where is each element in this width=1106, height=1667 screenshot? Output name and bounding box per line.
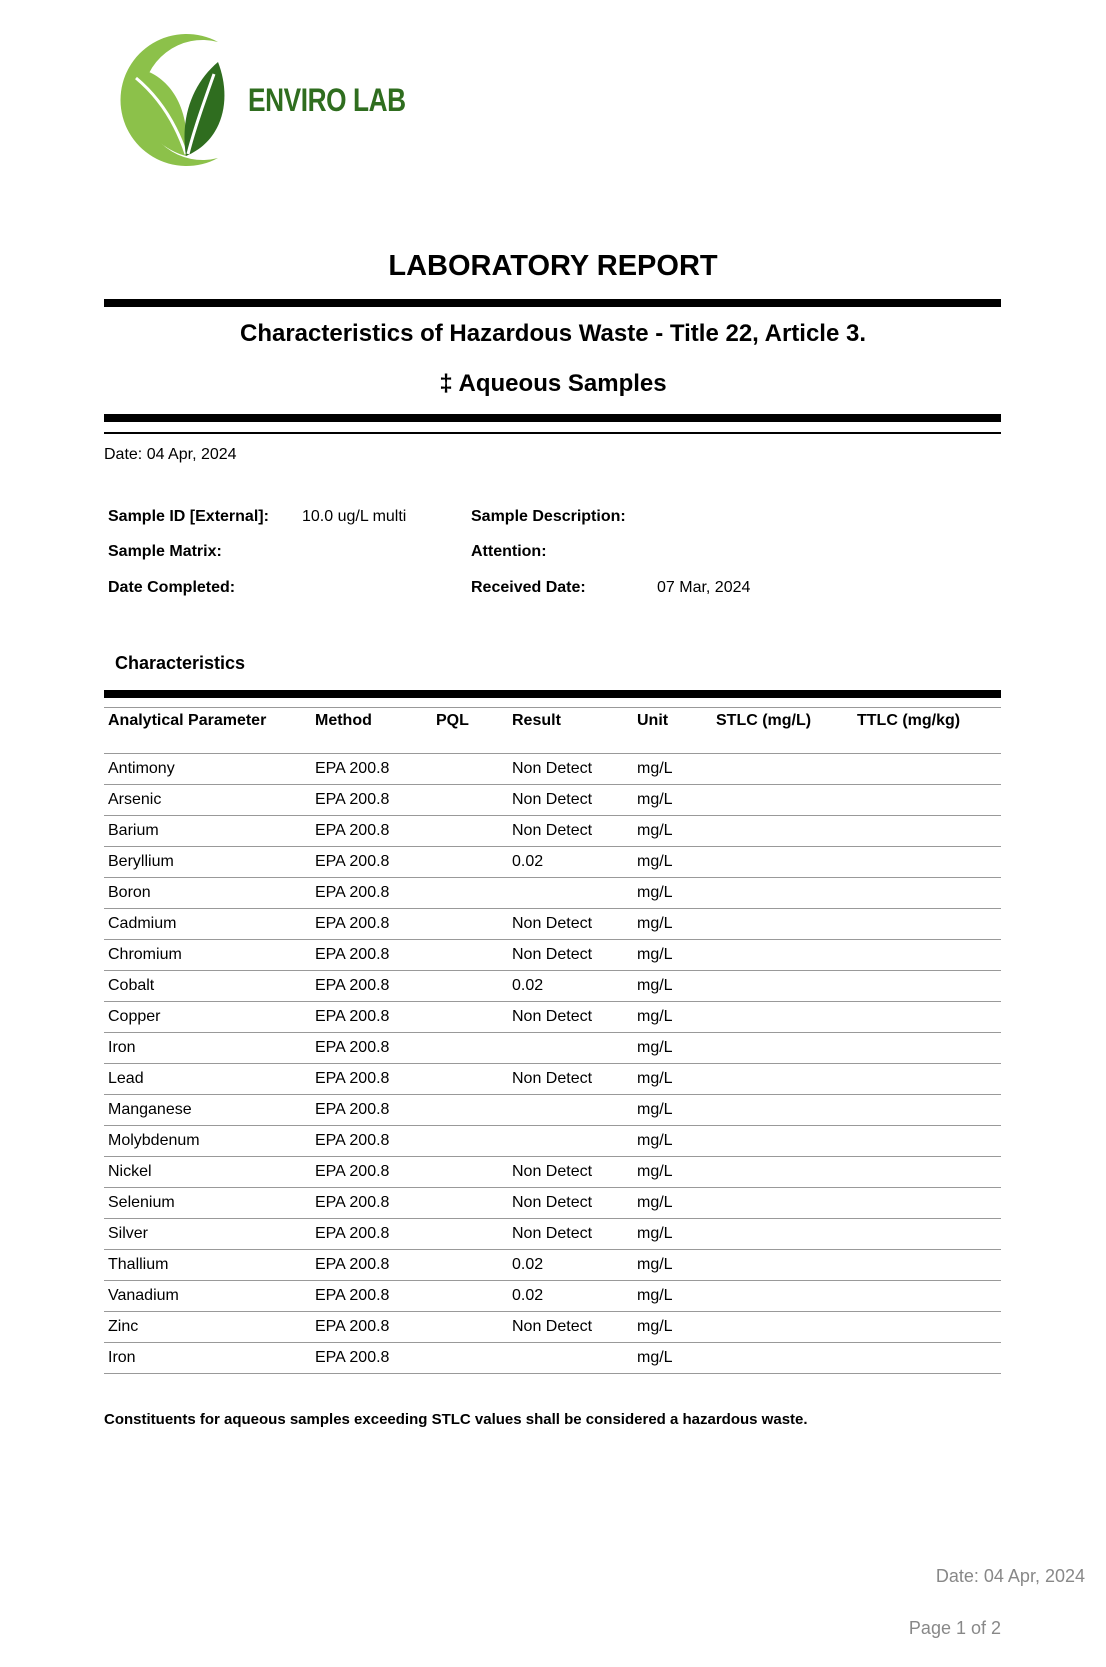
ttlc-cell [853,1343,1001,1374]
unit-cell: mg/L [633,1157,712,1188]
method-cell: EPA 200.8 [311,1002,432,1033]
stlc-cell [712,878,853,909]
unit-cell: mg/L [633,1126,712,1157]
parameter-cell: Vanadium [104,1281,311,1312]
stlc-cell [712,1188,853,1219]
table-row [104,940,1001,971]
pql-cell [432,785,508,816]
stlc-cell [712,1064,853,1095]
unit-cell: mg/L [633,1002,712,1033]
column-header: Result [508,708,633,754]
parameter-cell: Antimony [104,754,311,785]
method-cell: EPA 200.8 [311,1281,432,1312]
ttlc-cell [853,1095,1001,1126]
result-cell: Non Detect [508,816,633,847]
result-cell: Non Detect [508,785,633,816]
stlc-cell [712,816,853,847]
stlc-cell [712,1343,853,1374]
pql-cell [432,940,508,971]
stlc-cell [712,1157,853,1188]
unit-cell: mg/L [633,1064,712,1095]
pql-cell [432,878,508,909]
method-cell: EPA 200.8 [311,785,432,816]
table-row [104,1157,1001,1188]
subtitle-divider-thin [104,432,1001,434]
result-cell: 0.02 [508,847,633,878]
stlc-cell [712,971,853,1002]
pql-cell [432,847,508,878]
result-cell [508,1126,633,1157]
results-body [104,754,1001,1374]
pql-cell [432,971,508,1002]
footer-date: Date: 04 Apr, 2024 [935,1566,1085,1586]
report-subtitle: Characteristics of Hazardous Waste - Title 22, Article 3. [240,320,866,347]
pql-cell [432,1157,508,1188]
pql-cell [432,1188,508,1219]
table-row [104,971,1001,1002]
unit-cell: mg/L [633,1033,712,1064]
parameter-cell: Chromium [104,940,311,971]
unit-cell: mg/L [633,754,712,785]
unit-cell: mg/L [633,878,712,909]
method-cell: EPA 200.8 [311,878,432,909]
method-cell: EPA 200.8 [311,1250,432,1281]
method-cell: EPA 200.8 [311,1064,432,1095]
stlc-cell [712,1002,853,1033]
table-row [104,785,1001,816]
table-row [104,878,1001,909]
table-row [104,1343,1001,1374]
stlc-cell [712,1126,853,1157]
unit-cell: mg/L [633,940,712,971]
stlc-cell [712,1095,853,1126]
result-cell [508,1033,633,1064]
result-cell: 0.02 [508,1250,633,1281]
stlc-cell [712,1250,853,1281]
column-header: TTLC (mg/kg) [853,708,1001,754]
received-date-label: Received Date: [471,579,586,596]
column-header: Method [311,708,432,754]
result-cell: 0.02 [508,971,633,1002]
ttlc-cell [853,1188,1001,1219]
table-row [104,1126,1001,1157]
unit-cell: mg/L [633,1219,712,1250]
ttlc-cell [853,878,1001,909]
unit-cell: mg/L [633,1312,712,1343]
parameter-cell: Cadmium [104,909,311,940]
table-row [104,754,1001,785]
pql-cell [432,1312,508,1343]
unit-cell: mg/L [633,847,712,878]
unit-cell: mg/L [633,1188,712,1219]
result-cell: Non Detect [508,1002,633,1033]
ttlc-cell [853,1219,1001,1250]
unit-cell: mg/L [633,971,712,1002]
parameter-cell: Iron [104,1343,311,1374]
table-row [104,1095,1001,1126]
parameter-cell: Beryllium [104,847,311,878]
result-cell: Non Detect [508,1312,633,1343]
sample-type-heading: ‡ Aqueous Samples [439,370,667,397]
ttlc-cell [853,847,1001,878]
method-cell: EPA 200.8 [311,1219,432,1250]
column-header: STLC (mg/L) [712,708,853,754]
characteristics-title: Characteristics [115,653,246,673]
table-row [104,1312,1001,1343]
report-date: Date: 04 Apr, 2024 [104,446,237,463]
method-cell: EPA 200.8 [311,847,432,878]
pql-cell [432,1343,508,1374]
ttlc-cell [853,940,1001,971]
stlc-cell [712,754,853,785]
ttlc-cell [853,785,1001,816]
parameter-cell: Nickel [104,1157,311,1188]
pql-cell [432,1219,508,1250]
ttlc-cell [853,816,1001,847]
footnote: Constituents for aqueous samples exceeding STLC values shall be considered a hazardous waste. [104,1411,808,1428]
parameter-cell: Iron [104,1033,311,1064]
result-cell: Non Detect [508,940,633,971]
table-row [104,1033,1001,1064]
table-row [104,1188,1001,1219]
method-cell: EPA 200.8 [311,1343,432,1374]
stlc-cell [712,785,853,816]
result-cell: Non Detect [508,1188,633,1219]
stlc-cell [712,1033,853,1064]
ttlc-cell [853,971,1001,1002]
parameter-cell: Barium [104,816,311,847]
report-title: LABORATORY REPORT [388,250,718,282]
pql-cell [432,1033,508,1064]
column-header: Analytical Parameter [104,708,311,754]
enviro-lab-logo [100,28,250,173]
ttlc-cell [853,1033,1001,1064]
parameter-cell: Manganese [104,1095,311,1126]
parameter-cell: Lead [104,1064,311,1095]
parameter-cell: Boron [104,878,311,909]
pql-cell [432,1002,508,1033]
table-row [104,816,1001,847]
parameter-cell: Thallium [104,1250,311,1281]
page-number: Page 1 of 2 [908,1618,1001,1638]
subtitle-divider [104,414,1001,422]
result-cell: Non Detect [508,754,633,785]
method-cell: EPA 200.8 [311,909,432,940]
method-cell: EPA 200.8 [311,1033,432,1064]
method-cell: EPA 200.8 [311,1188,432,1219]
results-table [104,708,1001,1374]
parameter-cell: Arsenic [104,785,311,816]
method-cell: EPA 200.8 [311,754,432,785]
pql-cell [432,909,508,940]
parameter-cell: Molybdenum [104,1126,311,1157]
sample-id-label: Sample ID [External]: [108,508,269,525]
date-completed-label: Date Completed: [108,579,236,596]
ttlc-cell [853,1250,1001,1281]
pql-cell [432,754,508,785]
table-row [104,909,1001,940]
result-cell: 0.02 [508,1281,633,1312]
unit-cell: mg/L [633,909,712,940]
sample-matrix-label: Sample Matrix: [108,543,222,560]
sample-description-label: Sample Description: [471,508,626,525]
parameter-cell: Selenium [104,1188,311,1219]
stlc-cell [712,909,853,940]
ttlc-cell [853,1281,1001,1312]
result-cell: Non Detect [508,1219,633,1250]
attention-label: Attention: [471,543,547,560]
unit-cell: mg/L [633,1250,712,1281]
received-date-value: 07 Mar, 2024 [657,579,751,596]
table-row [104,1281,1001,1312]
pql-cell [432,816,508,847]
parameter-cell: Silver [104,1219,311,1250]
table-row [104,1064,1001,1095]
table-divider [104,690,1001,698]
unit-cell: mg/L [633,1095,712,1126]
sample-id-value: 10.0 ug/L multi [302,508,407,525]
column-header: Unit [633,708,712,754]
stlc-cell [712,940,853,971]
result-cell: Non Detect [508,909,633,940]
ttlc-cell [853,1157,1001,1188]
pql-cell [432,1095,508,1126]
stlc-cell [712,1312,853,1343]
result-cell [508,1095,633,1126]
table-row [104,847,1001,878]
unit-cell: mg/L [633,1281,712,1312]
parameter-cell: Zinc [104,1312,311,1343]
stlc-cell [712,1219,853,1250]
result-cell: Non Detect [508,1064,633,1095]
result-cell [508,878,633,909]
method-cell: EPA 200.8 [311,816,432,847]
column-header: PQL [432,708,508,754]
method-cell: EPA 200.8 [311,940,432,971]
pql-cell [432,1064,508,1095]
result-cell: Non Detect [508,1157,633,1188]
ttlc-cell [853,1126,1001,1157]
ttlc-cell [853,754,1001,785]
method-cell: EPA 200.8 [311,1157,432,1188]
parameter-cell: Copper [104,1002,311,1033]
ttlc-cell [853,909,1001,940]
unit-cell: mg/L [633,1343,712,1374]
ttlc-cell [853,1002,1001,1033]
ttlc-cell [853,1312,1001,1343]
pql-cell [432,1250,508,1281]
unit-cell: mg/L [633,816,712,847]
unit-cell: mg/L [633,785,712,816]
pql-cell [432,1126,508,1157]
method-cell: EPA 200.8 [311,971,432,1002]
pql-cell [432,1281,508,1312]
result-cell [508,1343,633,1374]
brand-name: ENVIRO LAB [248,82,406,118]
method-cell: EPA 200.8 [311,1312,432,1343]
table-row [104,1250,1001,1281]
method-cell: EPA 200.8 [311,1095,432,1126]
table-header-row [104,708,1001,754]
ttlc-cell [853,1064,1001,1095]
stlc-cell [712,847,853,878]
parameter-cell: Cobalt [104,971,311,1002]
table-row [104,1002,1001,1033]
stlc-cell [712,1281,853,1312]
method-cell: EPA 200.8 [311,1126,432,1157]
table-row [104,1219,1001,1250]
title-divider [104,299,1001,307]
